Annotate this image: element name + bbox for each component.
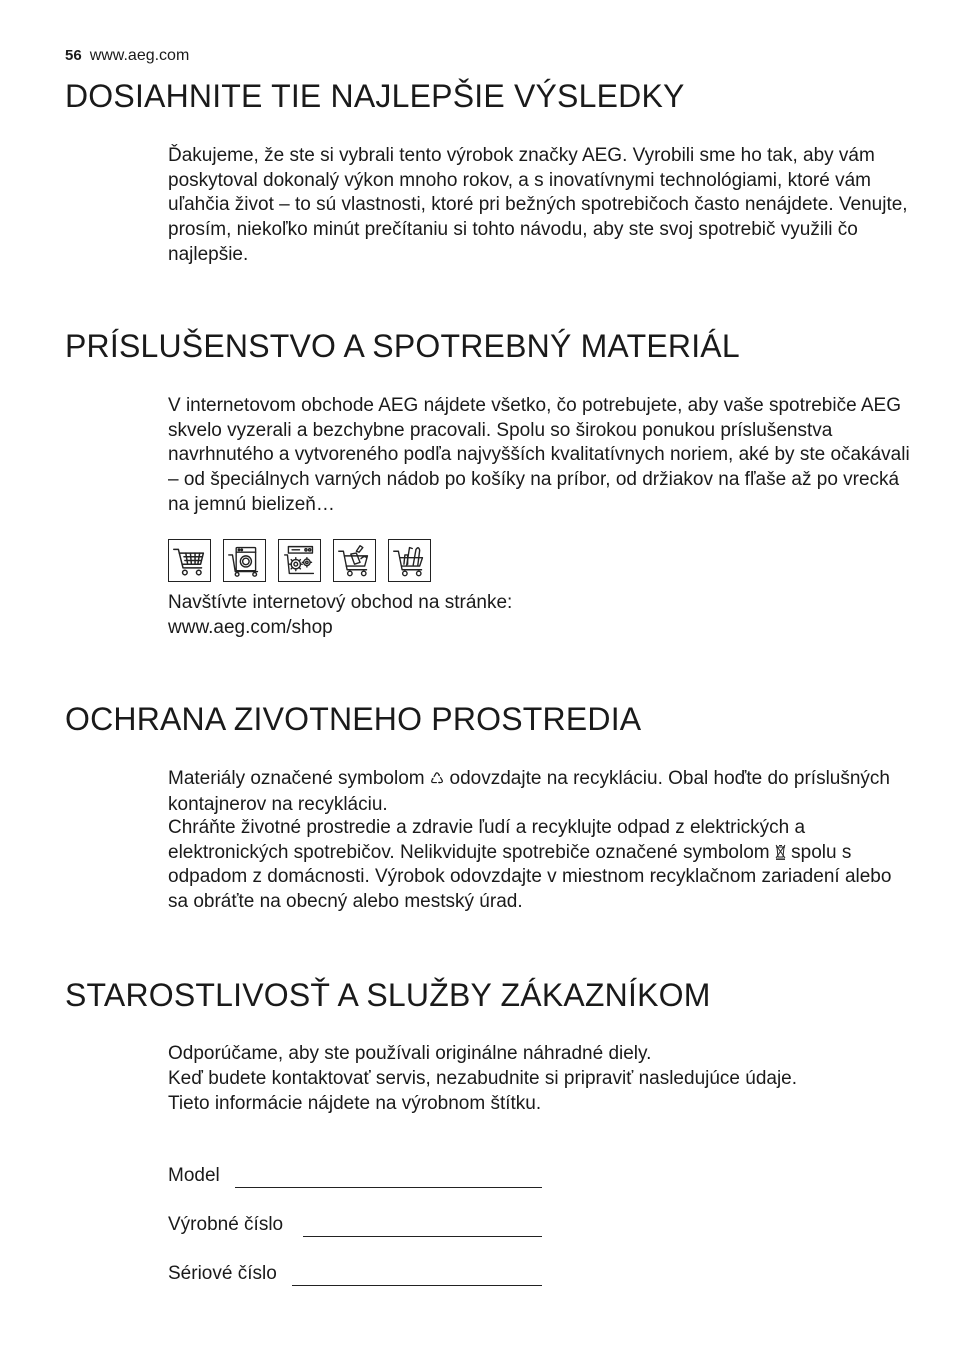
production-number-input-line[interactable] bbox=[303, 1214, 542, 1237]
section-title-best-results: DOSIAHNITE TIE NAJLEPŠIE VÝSLEDKY bbox=[65, 78, 685, 114]
crossed-bin-icon bbox=[775, 843, 786, 859]
cleaning-tools-cart-icon bbox=[388, 539, 431, 582]
care-line-1: Odporúčame, aby ste používali originálne náhradné diely. bbox=[168, 1043, 652, 1064]
model-label: Model bbox=[168, 1165, 220, 1186]
weee-text-end: spolu s odpadom z domácnosti. Výrobok odovzdajte v miestnom recyklačnom zariadení alebo sa obráťte na obecný alebo mestský úrad. bbox=[168, 841, 892, 913]
production-number-label: Výrobné číslo bbox=[168, 1214, 284, 1235]
shop-visit-text: Navštívte internetový obchod na stránke: bbox=[168, 592, 513, 613]
shop-link[interactable]: www.aeg.com/shop bbox=[168, 617, 333, 638]
section-title-accessories: PRÍSLUŠENSTVO A SPOTREBNÝ MATERIÁL bbox=[65, 328, 740, 364]
weee-text-start: Chráňte životné prostredie a zdravie ľudí a recyklujte odpad z elektrických a elektronických spotrebičov. Nelikvidujte spotrebiče označené symbolom bbox=[168, 817, 806, 863]
shop-icons-row bbox=[168, 539, 431, 582]
care-line-2: Keď budete kontaktovať servis, nezabudnite si pripraviť nasledujúce údaje. bbox=[168, 1068, 798, 1089]
accessories-paragraph: V internetovom obchode AEG nájdete všetko, čo potrebujete, aby vaše spotrebiče AEG skvelo vyzerali a bezchybne pracovali. Spolu so širokou ponukou príslušenstva navrhnutého a vytvoreného podľa najvyšších kvalitatívnych noriem, aké by ste očakávali – od špeciálnych varných nádob po košíky na príbor, od držiakov na fľaše až po vrecká na jemnú bielizeň… bbox=[168, 395, 910, 515]
section-title-customer-care: STAROSTLIVOSŤ A SLUŽBY ZÁKAZNÍKOM bbox=[65, 977, 711, 1013]
care-product-cart-icon bbox=[333, 539, 376, 582]
environment-paragraph-weee bbox=[168, 816, 913, 915]
model-field bbox=[168, 1165, 220, 1187]
recycle-icon: ♺ bbox=[429, 771, 445, 788]
environment-paragraph-recycle bbox=[168, 767, 913, 817]
page-header bbox=[65, 47, 189, 65]
care-line-3: Tieto informácie nájdete na výrobnom štítku. bbox=[168, 1093, 542, 1114]
site-url[interactable]: www.aeg.com bbox=[89, 47, 190, 64]
intro-paragraph: Ďakujeme, že ste si vybrali tento výrobok značky AEG. Vyrobili sme ho tak, aby vám poskytoval dokonalý výkon mnoho rokov, a s inovatívnymi technológiami, ktoré vám uľahčia život – to sú vlastnosti, ktoré pri bežných spotrebičoch často nenájdete. Venujte, prosím, niekoľko minút prečítaniu si tohto návodu, aby ste svoj spotrebič využili čo najlepšie. bbox=[168, 145, 908, 265]
recycle-text-start: Materiály označené symbolom bbox=[168, 768, 430, 789]
washing-machine-cart-icon bbox=[223, 539, 266, 582]
settings-cart-icon bbox=[278, 539, 321, 582]
page-number: 56 bbox=[65, 47, 82, 64]
serial-number-field bbox=[168, 1263, 277, 1285]
serial-number-label: Sériové číslo bbox=[168, 1263, 277, 1284]
recycle-text-end: odovzdajte na recykláciu. Obal hoďte do príslušných kontajnerov na recykláciu. bbox=[168, 768, 890, 815]
section-title-environment: OCHRANA ZIVOTNEHO PROSTREDIA bbox=[65, 701, 642, 737]
production-number-field bbox=[168, 1214, 283, 1236]
shopping-cart-icon bbox=[168, 539, 211, 582]
serial-number-input-line[interactable] bbox=[292, 1263, 542, 1286]
model-input-line[interactable] bbox=[235, 1165, 542, 1188]
